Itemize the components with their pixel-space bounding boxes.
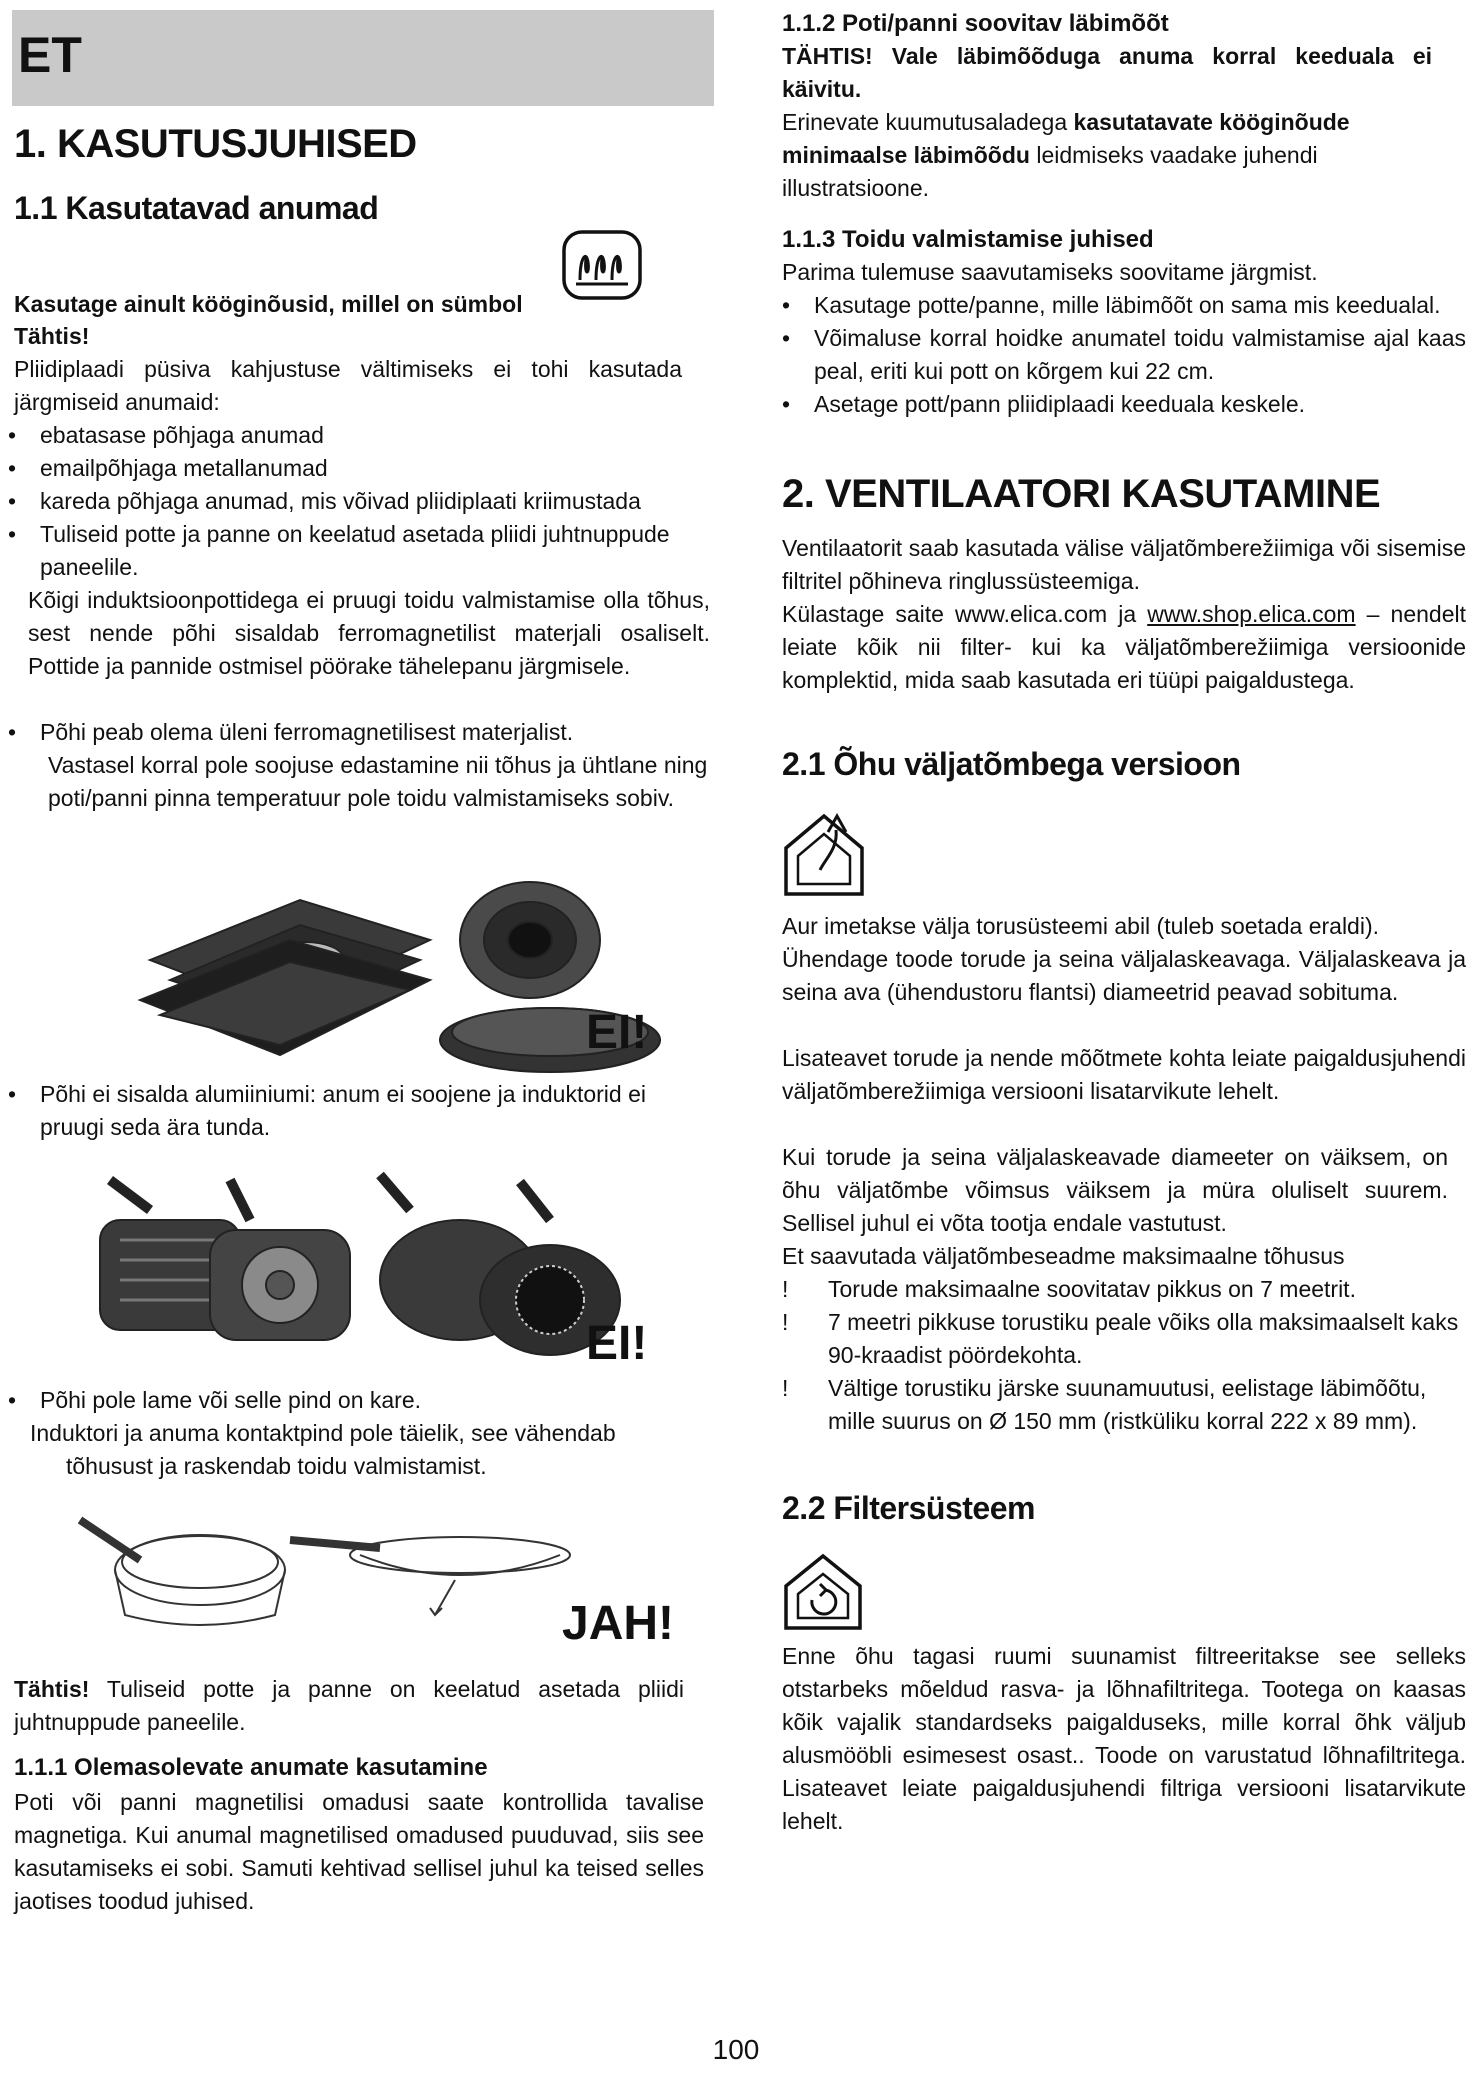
section-2-text-2-b: – nendelt leiate kõik nii filter- kui ka väljatõmberežiimiga versioonide komplektid, mida saab kasutada eri tüüpi paigaldustega.	[782, 601, 1466, 693]
list-item: • Põhi peab olema üleni ferromagnetilisest materjalist.	[4, 716, 680, 749]
flat-bullet-list	[4, 1384, 694, 1417]
section-2-1-p5: Et saavutada väljatõmbeseadme maksimaalne tõhusus	[782, 1243, 1345, 1269]
stamp-no-2: EI!	[586, 1317, 648, 1370]
section-1-1-1-title: 1.1.1 Olemasolevate anumate kasutamine	[14, 1754, 488, 1781]
list-item: • Asetage pott/pann pliidiplaadi keeduala keskele.	[778, 388, 1466, 421]
list-item: • ebatasase põhjaga anumad	[4, 419, 680, 452]
section-1-1-title: 1.1 Kasutatavad anumad	[14, 190, 379, 226]
filter-version-icon	[780, 1550, 866, 1634]
ferro-bullet-list	[4, 716, 680, 749]
section-1-title: 1. KASUTUSJUHISED	[14, 122, 417, 166]
exclamation-mark: !	[782, 1375, 789, 1401]
section-2-1-p2: Ühendage toode torude ja seina väljalaskeavaga. Väljalaskeava ja seina ava (ühendustoru flantsi) diameetrid peavad sobituma.	[782, 946, 1466, 1005]
warning-intro: Pliidiplaadi püsiva kahjustuse vältimiseks ei tohi kasutada järgmiseid anumaid:	[14, 356, 682, 415]
section-1-1-2-warning: TÄHTIS! Vale läbimõõduga anuma korral keeduala ei käivitu.	[782, 43, 1432, 102]
section-2-1-p4: Kui torude ja seina väljalaskeavade diameeter on väiksem, on õhu väljatõmbe võimsus väiksem ja müra oluliselt suurem. Sellisel juhul ei võta tootja endale vastutust.	[782, 1144, 1448, 1236]
section-1-1-2-text-a: Erinevate kuumutusaladega	[782, 109, 1074, 135]
list-item-text: Torude maksimaalne soovitatav pikkus on 7 meetrit.	[828, 1276, 1356, 1302]
language-code-bar	[12, 10, 714, 106]
stamp-no-1: EI!	[586, 1006, 648, 1059]
flat-continuation: Induktori ja anuma kontaktpind pole täielik, see vähendab tõhusust ja raskendab toidu valmistamist.	[30, 1420, 616, 1479]
ducting-rules-list	[778, 1273, 1466, 1438]
stamp-yes: JAH!	[562, 1597, 675, 1650]
unsuitable-cookware-list	[4, 419, 680, 584]
list-item: • Kasutage potte/panne, mille läbimõõt on sama mis keedualal.	[778, 289, 1466, 322]
cookware-illustration-griddle	[130, 880, 690, 1110]
section-2-1-p3: Lisateavet torude ja nende mõõtmete kohta leiate paigaldusjuhendi väljatõmberežiimiga versiooni lisatarvikute lehelt.	[782, 1045, 1466, 1104]
section-2-text-1: Ventilaatorit saab kasutada välise väljatõmberežiimiga või sisemise filtritel põhineva ringlussüsteemiga.	[782, 535, 1466, 594]
cookware-illustration-grill-pans	[80, 1160, 640, 1370]
induction-note-text: Kõigi induktsioonpottidega ei pruugi toidu valmistamise olla tõhus, sest nende põhi sisaldab ferromagnetilist materjali osaliselt. Pottide ja pannide ostmisel pöörake tähelepanu järgmisele.	[28, 587, 710, 679]
important-paragraph-text: Tuliseid potte ja panne on keelatud asetada pliidi juhtnuppude paneelile.	[14, 1676, 684, 1735]
section-2-1-p1: Aur imetakse välja torusüsteemi abil (tuleb soetada eraldi).	[782, 913, 1380, 939]
cooking-tips-list	[778, 289, 1466, 421]
language-code: ET	[18, 27, 82, 83]
list-item	[778, 1372, 1466, 1438]
shop-elica-link[interactable]: www.shop.elica.com	[1147, 601, 1356, 627]
list-item: • Võimaluse korral hoidke anumatel toidu valmistamise ajal kaas peal, eriti kui pott on kõrgem kui 22 cm.	[778, 322, 1466, 388]
list-item	[778, 1273, 1466, 1306]
section-2-2-text: Enne õhu tagasi ruumi suunamist filtreeritakse see selleks otstarbeks mõeldud rasva- ja lõhnafiltritega. Tootega on kaasas kõik vajalik standardseks paigalduseks, mille korral õhk väljub alusmööbli esimesest osast.. Toode on varustatud lõhnafiltritega. Lisateavet leiate paigaldusjuhendi filtriga versiooni lisatarvikute lehelt.	[782, 1643, 1466, 1834]
section-2-title: 2. VENTILAATORI KASUTAMINE	[782, 472, 1381, 516]
alu-bullet-list	[4, 1078, 694, 1144]
induction-symbol-icon	[560, 228, 644, 304]
list-item: • Tuliseid potte ja panne on keelatud asetada pliidi juhtnuppude paneelile.	[4, 518, 680, 584]
ducting-version-icon	[780, 808, 868, 900]
section-1-1-2-text	[782, 106, 1432, 205]
section-2-text-2-a: Külastage saite www.elica.com ja	[782, 601, 1148, 627]
section-2-2-title: 2.2 Filtersüsteem	[782, 1490, 1035, 1526]
ferro-continuation: Vastasel korral pole soojuse edastamine nii tõhus ja ühtlane ning poti/panni pinna temperatuur pole toidu valmistamiseks sobiv.	[48, 752, 708, 811]
section-1-1-3-title: 1.1.3 Toidu valmistamise juhised	[782, 226, 1154, 253]
section-2-text-2	[782, 598, 1466, 697]
list-item-text: Vältige torustiku järske suunamuutusi, eelistage läbimõõtu, mille suurus on Ø 150 mm (ristküliku korral 222 x 89 mm).	[828, 1375, 1427, 1434]
section-1-1-2-title: 1.1.2 Poti/panni soovitav läbimõõt	[782, 10, 1169, 37]
list-item	[778, 1306, 1466, 1372]
section-1-1-2-text-b: kasutatavate kööginõude minimaalse läbimõõdu	[782, 109, 1350, 168]
induction-symbol-line: Kasutage ainult kööginõusid, millel on sümbol	[14, 291, 523, 317]
exclamation-mark: !	[782, 1309, 789, 1335]
cookware-illustration-line-pans	[70, 1500, 570, 1630]
list-item: • kareda põhjaga anumad, mis võivad pliidiplaati kriimustada	[4, 485, 680, 518]
section-2-1-title: 2.1 Õhu väljatõmbega versioon	[782, 746, 1241, 782]
important-label: Tähtis!	[14, 323, 90, 349]
important-paragraph	[14, 1673, 684, 1739]
list-item: • emailpõhjaga metallanumad	[4, 452, 680, 485]
exclamation-mark: !	[782, 1276, 789, 1302]
list-item: • Põhi pole lame või selle pind on kare.	[4, 1384, 694, 1417]
section-1-1-3-intro: Parima tulemuse saavutamiseks soovitame järgmist.	[782, 259, 1318, 285]
list-item-text: 7 meetri pikkuse torustiku peale võiks olla maksimaalselt kaks 90-kraadist pöördekohta.	[828, 1309, 1459, 1368]
list-item: • Põhi ei sisalda alumiiniumi: anum ei soojene ja induktorid ei pruugi seda ära tunda.	[4, 1078, 694, 1144]
induction-note	[28, 584, 710, 683]
important-paragraph-label: Tähtis!	[14, 1676, 90, 1702]
page-number: 100	[712, 2034, 760, 2065]
section-1-1-2-text-c: leidmiseks vaadake juhendi illustratsioone.	[782, 142, 1318, 201]
section-1-1-1-text: Poti või panni magnetilisi omadusi saate kontrollida tavalise magnetiga. Kui anumal magnetilised omadused puuduvad, siis see kasutamiseks ei sobi. Samuti kehtivad sellisel juhul ka teised selles jaotises toodud juhised.	[14, 1789, 704, 1914]
